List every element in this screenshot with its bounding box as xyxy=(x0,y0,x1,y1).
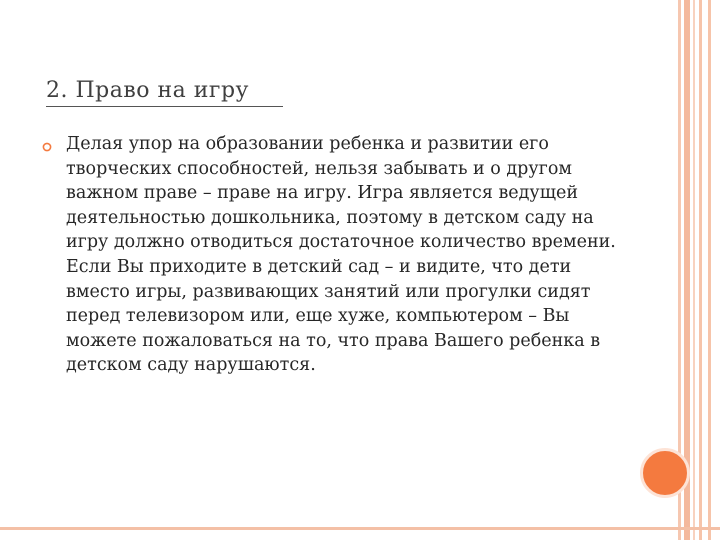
body-line: деятельностью дошкольника, поэтому в детском саду на xyxy=(66,207,594,228)
orange-circle-icon xyxy=(640,448,690,498)
body-line: Если Вы приходите в детский сад – и видите, что дети xyxy=(66,256,572,277)
slide-title: 2. Право на игру xyxy=(46,78,249,103)
body-line: можете пожаловаться на то, что права Вашего ребенка в xyxy=(66,330,601,351)
decorative-stripe xyxy=(708,0,711,540)
decorative-border xyxy=(0,527,720,530)
body-line: творческих способностей, нельзя забывать и о другом xyxy=(66,158,572,179)
body-paragraph xyxy=(66,132,621,378)
body-line: детском саду нарушаются. xyxy=(66,355,316,376)
body-line: Делая упор на образовании ребенка и развитии его xyxy=(66,134,549,154)
body-line: важном праве – праве на игру. Игра является ведущей xyxy=(66,183,579,204)
body-line: перед телевизором или, еще хуже, компьютером – Вы xyxy=(66,306,570,327)
decorative-stripe xyxy=(699,0,702,540)
decorative-stripe xyxy=(693,0,695,540)
bullet-icon xyxy=(42,142,52,152)
body-line: вместо игры, развивающих занятий или прогулки сидят xyxy=(66,281,591,302)
title-underline xyxy=(46,106,283,107)
body-line: игру должно отводиться достаточное количество времени. xyxy=(66,232,616,253)
